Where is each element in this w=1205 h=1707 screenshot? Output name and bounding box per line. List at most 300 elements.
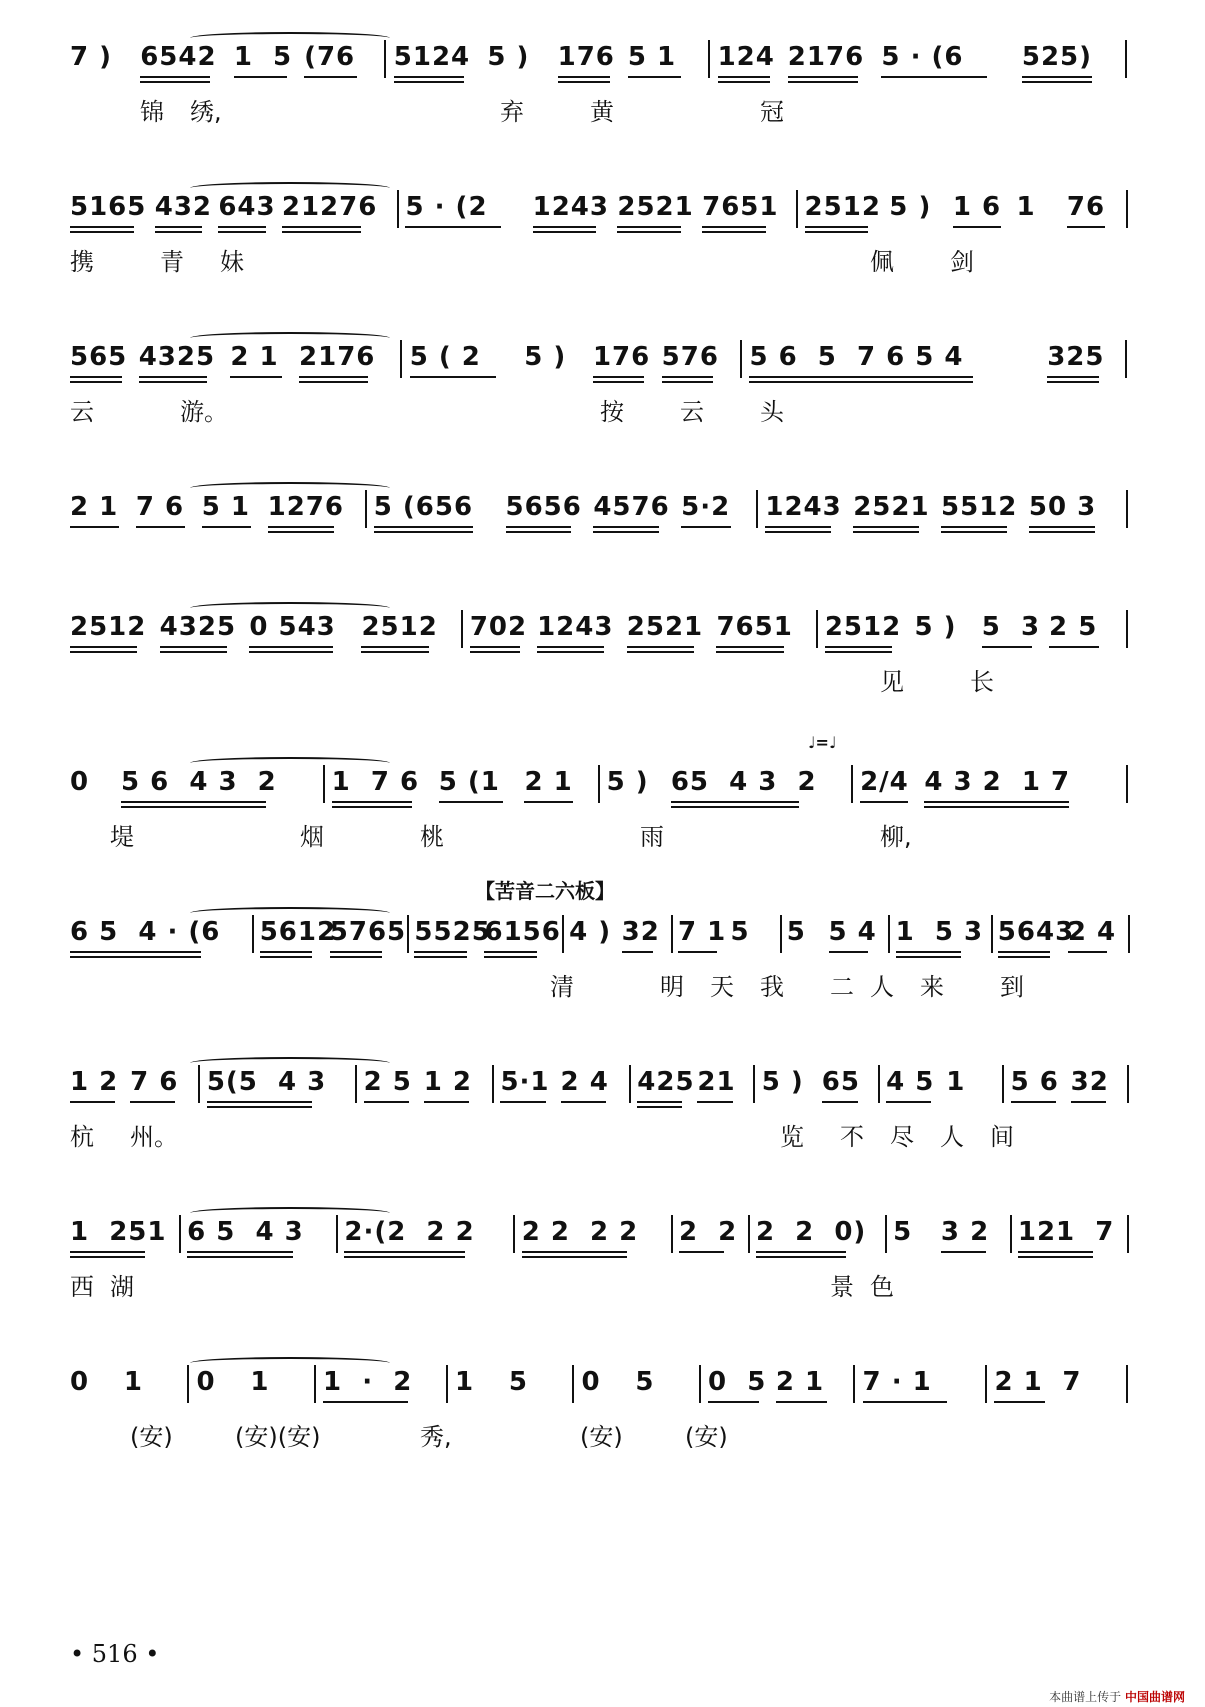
note-group: 525): [1021, 42, 1093, 72]
note-group: 5525: [414, 917, 491, 947]
lyric-syllable: 妹: [220, 248, 244, 276]
note-group: 1 251: [70, 1217, 167, 1247]
beam-line: [374, 531, 473, 533]
barline: [629, 1065, 631, 1103]
slur: [190, 757, 390, 769]
barline: [365, 490, 367, 528]
note-group: 7 ): [70, 42, 113, 72]
note-group: 5165: [70, 192, 147, 222]
beam-line: [886, 1101, 931, 1103]
barline: [748, 1215, 750, 1253]
beam-line: [332, 801, 412, 803]
lyric-syllable: 冠: [760, 98, 784, 126]
beam-line: [330, 956, 383, 958]
lyric-syllable: 景: [830, 1273, 854, 1301]
note-group: 5765: [329, 917, 407, 947]
note-group: 2 2 2 2: [521, 1217, 639, 1247]
barline: [314, 1365, 316, 1403]
note-group: 2521: [626, 612, 704, 642]
footer-text: 本曲谱上传于: [1049, 1690, 1122, 1704]
beam-line: [260, 951, 313, 953]
lyric-syllable: 人: [940, 1123, 964, 1151]
beam-line: [681, 526, 730, 528]
lyric-syllable: (安)(安): [235, 1423, 321, 1451]
note-group: 5 ): [889, 192, 932, 222]
beam-line: [344, 1251, 464, 1253]
note-group: 4325: [138, 342, 216, 372]
beam-line: [344, 1256, 464, 1258]
lyric-syllable: 黄: [590, 98, 614, 126]
note-group: 7 1: [677, 917, 727, 947]
beam-line: [230, 376, 282, 378]
lyric-syllable: 尽: [890, 1123, 914, 1151]
beam-line: [716, 651, 783, 653]
beam-line: [155, 226, 203, 228]
beam-line: [70, 381, 122, 383]
note-group: 176: [557, 42, 615, 72]
beam-line: [522, 1251, 627, 1253]
barline: [562, 915, 564, 953]
beam-line: [299, 381, 368, 383]
note-group: 1243: [765, 492, 842, 522]
beam-line: [953, 226, 1001, 228]
note-group: 2176: [787, 42, 865, 72]
note-group: 5 ( 2: [409, 342, 481, 372]
barline: [1126, 765, 1128, 803]
lyric-syllable: 长: [970, 668, 994, 696]
note-group: 2 2: [678, 1217, 738, 1247]
slur: [190, 602, 390, 614]
beam-line: [561, 1101, 606, 1103]
note-group: 5(5 4 3: [206, 1067, 327, 1097]
beam-line: [788, 76, 858, 78]
beam-line: [70, 951, 201, 953]
barline: [492, 1065, 494, 1103]
beam-line: [860, 801, 908, 803]
note-group: 2 4: [560, 1067, 609, 1097]
lyric-syllable: 云: [680, 398, 704, 426]
note-group: 176: [592, 342, 651, 372]
beam-line: [749, 381, 972, 383]
beam-line: [1011, 1101, 1056, 1103]
slur: [190, 1357, 390, 1369]
beam-line: [484, 951, 537, 953]
lyric-syllable: 我: [760, 973, 784, 1001]
lyric-syllable: 雨: [640, 823, 664, 851]
note-group: 5 (1: [438, 767, 500, 797]
beam-line: [679, 1251, 724, 1253]
lyric-syllable: 见: [880, 668, 904, 696]
beam-line: [896, 956, 962, 958]
beam-line: [924, 806, 1069, 808]
beam-line: [537, 651, 604, 653]
beam-line: [718, 76, 771, 78]
beam-line: [484, 956, 537, 958]
beam-line: [1022, 81, 1092, 83]
note-group: 124: [717, 42, 775, 72]
note-group: 4576: [593, 492, 670, 522]
beam-line: [361, 646, 428, 648]
beam-line: [470, 651, 520, 653]
beam-line: [160, 646, 227, 648]
note-group: 2 1: [994, 1367, 1043, 1397]
beam-line: [282, 231, 361, 233]
beam-line: [218, 231, 266, 233]
beam-line: [825, 646, 892, 648]
beam-line: [1022, 76, 1092, 78]
footer-credit: [1049, 1688, 1185, 1705]
beam-line: [1067, 226, 1105, 228]
beam-line: [506, 531, 572, 533]
beam-line: [941, 1251, 986, 1253]
barline: [878, 1065, 880, 1103]
lyric-syllable: 柳,: [880, 823, 912, 851]
beam-line: [853, 526, 919, 528]
barline: [598, 765, 600, 803]
note-group: 5643: [997, 917, 1075, 947]
note-group: 2/4: [860, 767, 909, 797]
lyric-syllable: 览: [780, 1123, 804, 1151]
beam-line: [994, 1401, 1045, 1403]
beam-line: [593, 526, 659, 528]
note-group: 1276: [267, 492, 344, 522]
lyric-syllable: 佩: [870, 248, 894, 276]
note-group: 21276: [281, 192, 378, 222]
beam-line: [304, 76, 357, 78]
beam-line: [853, 531, 919, 533]
note-group: 325: [1047, 342, 1105, 372]
staff-system: [0, 1355, 1205, 1505]
beam-line: [749, 376, 972, 378]
beam-line: [70, 231, 134, 233]
barline: [1128, 915, 1130, 953]
beam-line: [70, 1251, 145, 1253]
note-group: 1: [454, 1367, 475, 1397]
note-group: 4 5: [886, 1067, 935, 1097]
beam-line: [160, 651, 227, 653]
beam-line: [998, 951, 1051, 953]
lyric-syllable: 来: [920, 973, 944, 1001]
beam-line: [924, 801, 1069, 803]
note-group: 1243: [532, 192, 609, 222]
barline: [753, 1065, 755, 1103]
tempo-mark: ♩=♩: [808, 733, 837, 752]
beam-line: [332, 806, 412, 808]
note-group: 1 2: [70, 1067, 119, 1097]
barline: [851, 765, 853, 803]
note-group: 2176: [299, 342, 376, 372]
note-group: 5 · (6: [881, 42, 964, 72]
slur: [190, 1207, 390, 1219]
barline: [991, 915, 993, 953]
note-group: 21: [697, 1067, 736, 1097]
beam-line: [822, 1101, 858, 1103]
beam-line: [424, 1101, 469, 1103]
barline: [323, 765, 325, 803]
beam-line: [70, 956, 201, 958]
lyric-syllable: 按: [600, 398, 624, 426]
beam-line: [130, 1101, 175, 1103]
note-group: 3 2: [940, 1217, 990, 1247]
staff-system: [0, 600, 1205, 750]
beam-line: [139, 376, 208, 378]
lyric-syllable: 西: [70, 1273, 94, 1301]
note-group: 432: [154, 192, 213, 222]
note-group: 7 · 1: [862, 1367, 932, 1397]
barline: [816, 610, 818, 648]
beam-line: [765, 531, 831, 533]
note-group: 2 1: [230, 342, 279, 372]
lyric-syllable: 二: [830, 973, 854, 1001]
section-label: 【苦音二六板】: [475, 879, 615, 903]
beam-line: [1018, 1256, 1093, 1258]
note-group: 7: [1062, 1367, 1082, 1397]
note-group: 65 4 3 2: [670, 767, 817, 797]
lyric-syllable: (安): [130, 1423, 173, 1451]
lyric-syllable: (安): [685, 1423, 728, 1451]
note-group: 32: [621, 917, 660, 947]
lyric-syllable: (安): [580, 1423, 623, 1451]
beam-line: [617, 231, 681, 233]
beam-line: [187, 1251, 292, 1253]
beam-line: [330, 951, 383, 953]
beam-line: [140, 81, 210, 83]
beam-line: [139, 381, 208, 383]
note-group: 6 5 4 3: [187, 1217, 304, 1247]
staff-system: [0, 330, 1205, 480]
slur: [190, 182, 390, 194]
beam-line: [439, 801, 503, 803]
beam-line: [1071, 1101, 1107, 1103]
beam-line: [617, 226, 681, 228]
lyric-syllable: 绣,: [190, 98, 222, 126]
barline: [885, 1215, 887, 1253]
note-group: 5: [893, 1217, 913, 1247]
beam-line: [70, 226, 134, 228]
page-number: • 516 •: [70, 1640, 160, 1668]
barline: [513, 1215, 515, 1253]
note-group: 2512: [824, 612, 902, 642]
lyric-syllable: 烟: [300, 823, 324, 851]
beam-line: [405, 226, 500, 228]
beam-line: [121, 806, 266, 808]
beam-line: [756, 1256, 846, 1258]
barline: [1125, 40, 1127, 78]
note-group: 0 543: [249, 612, 336, 642]
beam-line: [410, 376, 496, 378]
note-group: 6542: [140, 42, 217, 72]
beam-line: [671, 801, 800, 803]
note-group: 1 6: [952, 192, 1002, 222]
beam-line: [998, 956, 1051, 958]
staff-system: [0, 30, 1205, 180]
barline: [1126, 610, 1128, 648]
beam-line: [1029, 531, 1095, 533]
beam-line: [202, 526, 251, 528]
note-group: 5: [730, 917, 750, 947]
beam-line: [982, 646, 1032, 648]
barline: [699, 1365, 701, 1403]
barline: [1126, 1365, 1128, 1403]
lyric-syllable: 剑: [950, 248, 974, 276]
beam-line: [394, 81, 464, 83]
beam-line: [268, 526, 334, 528]
lyric-syllable: 到: [1000, 973, 1024, 1001]
note-group: 5 6 4 3 2: [121, 767, 277, 797]
beam-line: [637, 1106, 682, 1108]
note-group: 5: [786, 917, 806, 947]
beam-line: [805, 226, 869, 228]
beam-line: [716, 646, 783, 648]
note-group: 5 ): [524, 342, 567, 372]
beam-line: [234, 76, 287, 78]
beam-line: [622, 951, 653, 953]
beam-line: [708, 1401, 759, 1403]
note-group: 1: [250, 1367, 270, 1397]
beam-line: [268, 531, 334, 533]
beam-line: [155, 231, 203, 233]
barline: [671, 915, 673, 953]
note-group: 32: [1070, 1067, 1109, 1097]
beam-line: [1049, 646, 1099, 648]
note-group: 76: [1066, 192, 1106, 222]
beam-line: [506, 526, 572, 528]
lyric-syllable: 不: [840, 1123, 864, 1151]
note-group: 1: [946, 1067, 966, 1097]
beam-line: [537, 646, 604, 648]
note-group: 643: [218, 192, 276, 222]
barline: [1127, 1215, 1129, 1253]
barline: [179, 1215, 181, 1253]
note-group: 2·(2 2 2: [344, 1217, 475, 1247]
beam-line: [628, 76, 681, 78]
beam-line: [863, 1401, 948, 1403]
note-group: 5656: [505, 492, 582, 522]
beam-line: [522, 1256, 627, 1258]
barline: [384, 40, 386, 78]
note-group: 7651: [702, 192, 779, 222]
note-group: 2512: [804, 192, 881, 222]
barline: [572, 1365, 574, 1403]
beam-line: [136, 526, 185, 528]
beam-line: [593, 376, 645, 378]
beam-line: [593, 531, 659, 533]
note-group: 2 5: [363, 1067, 412, 1097]
beam-line: [1047, 376, 1099, 378]
beam-line: [121, 801, 266, 803]
lyric-syllable: 青: [160, 248, 184, 276]
beam-line: [941, 526, 1007, 528]
lyric-syllable: 杭: [70, 1123, 94, 1151]
note-group: 0: [196, 1367, 216, 1397]
note-group: 121 7: [1017, 1217, 1115, 1247]
lyric-syllable: 桃: [420, 823, 444, 851]
beam-line: [896, 951, 962, 953]
beam-line: [1047, 381, 1099, 383]
beam-line: [627, 651, 694, 653]
barline: [1125, 340, 1127, 378]
beam-line: [702, 226, 766, 228]
note-group: 5612: [259, 917, 337, 947]
barline: [407, 915, 409, 953]
note-group: 0: [581, 1367, 601, 1397]
beam-line: [470, 646, 520, 648]
lyric-syllable: 堤: [110, 823, 134, 851]
lyric-syllable: 携: [70, 248, 94, 276]
beam-line: [414, 956, 467, 958]
beam-line: [627, 646, 694, 648]
staff-system: [0, 1205, 1205, 1355]
note-group: 65: [821, 1067, 860, 1097]
note-group: 565: [70, 342, 128, 372]
note-group: 0 5: [708, 1367, 767, 1397]
beam-line: [671, 806, 800, 808]
beam-line: [260, 956, 313, 958]
barline: [400, 340, 402, 378]
note-group: 2 5: [1049, 612, 1098, 642]
barline: [985, 1365, 987, 1403]
note-group: 1 · 2: [323, 1367, 413, 1397]
note-group: 2521: [617, 192, 694, 222]
beam-line: [776, 1401, 827, 1403]
beam-line: [637, 1101, 682, 1103]
beam-line: [374, 526, 473, 528]
note-group: 5·1: [500, 1067, 550, 1097]
beam-line: [533, 226, 597, 228]
note-group: 5 (656: [373, 492, 474, 522]
lyric-syllable: 色: [870, 1273, 894, 1301]
beam-line: [558, 76, 611, 78]
note-group: 1: [1016, 192, 1036, 222]
beam-line: [558, 81, 611, 83]
beam-line: [805, 231, 869, 233]
note-group: 1 7 6: [331, 767, 420, 797]
lyric-syllable: 云: [70, 398, 94, 426]
beam-line: [765, 526, 831, 528]
barline: [780, 915, 782, 953]
lyric-syllable: 弃: [500, 98, 524, 126]
slur: [190, 907, 390, 919]
barline: [461, 610, 463, 648]
note-group: 5124: [393, 42, 471, 72]
note-group: 1 2: [423, 1067, 472, 1097]
lyric-syllable: 明: [660, 973, 684, 1001]
barline: [853, 1365, 855, 1403]
lyric-syllable: 天: [710, 973, 734, 1001]
note-group: 1 5: [233, 42, 293, 72]
beam-line: [207, 1106, 312, 1108]
barline: [671, 1215, 673, 1253]
note-group: 0: [70, 1367, 90, 1397]
barline: [888, 915, 890, 953]
barline: [355, 1065, 357, 1103]
note-group: 2 2 0): [755, 1217, 867, 1247]
barline: [756, 490, 758, 528]
lyric-syllable: 锦: [140, 98, 164, 126]
beam-line: [282, 226, 361, 228]
note-group: 2512: [361, 612, 438, 642]
lyric-syllable: 湖: [110, 1273, 134, 1301]
staff-system: [0, 180, 1205, 330]
beam-line: [678, 951, 717, 953]
barline: [1126, 490, 1128, 528]
note-group: 6156: [484, 917, 561, 947]
lyric-syllable: 秀,: [420, 1423, 452, 1451]
beam-line: [756, 1251, 846, 1253]
lyric-syllable: 游。: [180, 398, 228, 426]
note-group: 7651: [716, 612, 793, 642]
beam-line: [218, 226, 266, 228]
